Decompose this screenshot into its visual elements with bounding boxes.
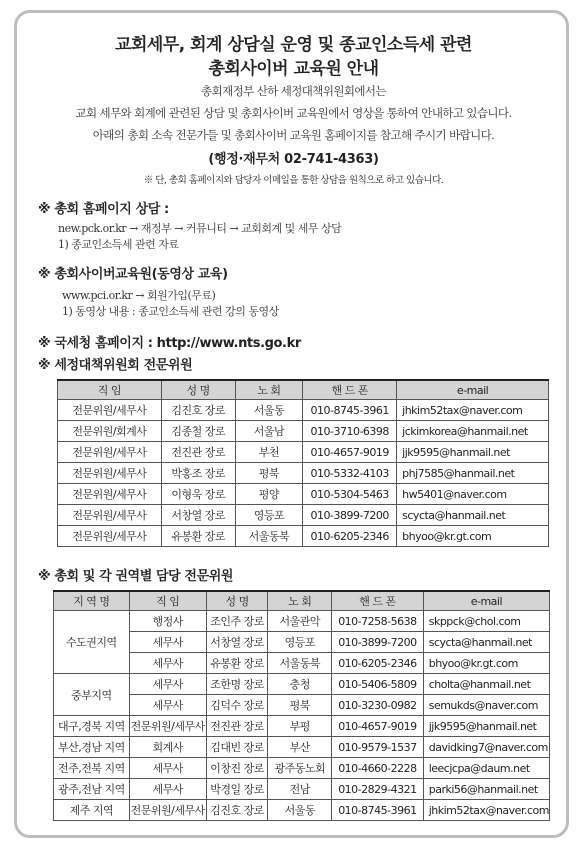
table-row	[54, 758, 550, 779]
email-cell[interactable]: phj7585@hanmail.net	[397, 463, 549, 484]
position-cell: 세무사	[129, 674, 206, 695]
presbytery-cell: 광주동노회	[268, 758, 332, 779]
name-cell: 조인주 장로	[206, 611, 268, 632]
presbytery-cell: 영등포	[235, 505, 303, 526]
name-cell: 김종철 장로	[161, 421, 235, 442]
phone-cell: 010-3899-7200	[332, 632, 424, 653]
region-cell: 전주,전북 지역	[54, 758, 130, 779]
phone-cell: 010-6205-2346	[332, 653, 424, 674]
committee-heading: ※ 세정대책위원회 전문위원	[38, 358, 193, 373]
email-cell[interactable]: bhyoo@kr.gt.com	[397, 526, 549, 547]
phone-cell: 010-3710-6398	[303, 421, 397, 442]
position-cell: 행정사	[129, 611, 206, 632]
presbytery-cell: 평양	[235, 484, 303, 505]
region-cell: 제주 지역	[54, 800, 130, 821]
region-cell: 중부지역	[54, 674, 130, 716]
name-cell: 김덕수 장로	[206, 695, 268, 716]
email-cell[interactable]: parki56@hanmail.net	[423, 779, 549, 800]
regional-body	[54, 611, 550, 821]
phone-cell: 010-5406-5809	[332, 674, 424, 695]
header-cell: 지 역 명	[54, 591, 130, 611]
region-cell: 대구,경북 지역	[54, 716, 130, 737]
phone-cell: 010-8745-3961	[303, 400, 397, 421]
cyber-path[interactable]: www.pci.or.kr → 회원가입(무료)	[62, 289, 216, 302]
table-row	[58, 400, 549, 421]
presbytery-cell: 서울동	[268, 800, 332, 821]
title-line-2: 총회사이버 교육원 안내	[208, 59, 379, 79]
phone-cell: 010-6205-2346	[303, 526, 397, 547]
header-cell: 핸 드 폰	[303, 380, 397, 400]
nts-heading[interactable]: ※ 국세청 홈페이지 : http://www.nts.go.kr	[38, 336, 301, 351]
cyber-item: 1) 동영상 내용 : 종교인소득세 관련 강의 동영상	[62, 305, 279, 318]
phone-cell: 010-3230-0982	[332, 695, 424, 716]
name-cell: 서창열 장로	[161, 505, 235, 526]
presbytery-cell: 부천	[235, 442, 303, 463]
table-row	[54, 674, 550, 695]
homepage-item: 1) 종교인소득세 관련 자료	[58, 238, 179, 251]
header-cell: 노 회	[268, 591, 332, 611]
phone-cell: 010-5332-4103	[303, 463, 397, 484]
intro-line-3: 아래의 총회 소속 전문가들 및 총회사이버 교육원 홈페이지를 참고해 주시기 바랍니다.	[92, 128, 495, 142]
phone-cell: 010-5304-5463	[303, 484, 397, 505]
name-cell: 유봉환 장로	[161, 526, 235, 547]
position-cell: 전문위원/세무사	[58, 505, 162, 526]
region-cell: 수도권지역	[54, 611, 130, 674]
email-cell[interactable]: cholta@hanmail.net	[423, 674, 549, 695]
cyber-heading: ※ 총회사이버교육원(동영상 교육)	[38, 267, 228, 282]
header-cell: 직 임	[129, 591, 206, 611]
name-cell: 박홍조 장로	[161, 463, 235, 484]
email-cell[interactable]: jckimkorea@hanmail.net	[397, 421, 549, 442]
phone-cell: 010-4657-9019	[303, 442, 397, 463]
presbytery-cell: 서울관악	[268, 611, 332, 632]
regional-heading: ※ 총회 및 각 권역별 담당 전문위원	[38, 569, 234, 584]
presbytery-cell: 서울동북	[268, 653, 332, 674]
table-row	[54, 611, 550, 632]
presbytery-cell: 전남	[268, 779, 332, 800]
name-cell: 서창열 장로	[206, 632, 268, 653]
table-row	[58, 421, 549, 442]
phone-cell: 010-4657-9019	[332, 716, 424, 737]
header-cell: 핸 드 폰	[332, 591, 424, 611]
header-cell: 노 회	[235, 380, 303, 400]
table-row	[58, 505, 549, 526]
consult-note: ※ 단, 총회 홈페이지와 담당자 이메일을 통한 상담을 원칙으로 하고 있습니다.	[143, 175, 444, 186]
email-cell[interactable]: skppck@chol.com	[423, 611, 549, 632]
phone-cell: 010-4660-2228	[332, 758, 424, 779]
position-cell: 전문위원/세무사	[58, 442, 162, 463]
committee-body	[58, 400, 549, 547]
email-cell[interactable]: scycta@hanmail.net	[397, 505, 549, 526]
presbytery-cell: 서울동북	[235, 526, 303, 547]
table-row	[54, 800, 550, 821]
email-cell[interactable]: jjk9595@hanmail.net	[423, 716, 549, 737]
position-cell: 세무사	[129, 695, 206, 716]
table-row	[58, 526, 549, 547]
name-cell: 이창진 장로	[206, 758, 268, 779]
name-cell: 유봉환 장로	[206, 653, 268, 674]
name-cell: 조한명 장로	[206, 674, 268, 695]
committee-header-row	[58, 380, 549, 400]
presbytery-cell: 충청	[268, 674, 332, 695]
table-row	[54, 737, 550, 758]
email-cell[interactable]: jjk9595@hanmail.net	[397, 442, 549, 463]
contact-phone: (행정·재무처 02-741-4363)	[208, 152, 379, 167]
region-cell: 광주,전남 지역	[54, 779, 130, 800]
homepage-heading: ※ 총회 홈페이지 상담 :	[38, 202, 169, 217]
email-cell[interactable]: leecjcpa@daum.net	[423, 758, 549, 779]
position-cell: 세무사	[129, 758, 206, 779]
committee-table	[57, 379, 549, 547]
email-cell[interactable]: jhkim52tax@naver.com	[397, 400, 549, 421]
table-row	[54, 779, 550, 800]
position-cell: 세무사	[129, 632, 206, 653]
header-cell: 성 명	[161, 380, 235, 400]
presbytery-cell: 평북	[235, 463, 303, 484]
position-cell: 세무사	[129, 779, 206, 800]
table-row	[58, 463, 549, 484]
name-cell: 김진호 장로	[206, 800, 268, 821]
header-cell: e-mail	[397, 380, 549, 400]
name-cell: 박경일 장로	[206, 779, 268, 800]
intro-line-2: 교회 세무와 회계에 관련된 상담 및 총회사이버 교육원에서 영상을 통하여 안내하고 있습니다.	[75, 106, 512, 120]
presbytery-cell: 서울동	[235, 400, 303, 421]
name-cell: 전진관 장로	[206, 716, 268, 737]
email-cell[interactable]: davidking7@naver.com	[423, 737, 549, 758]
table-row	[54, 716, 550, 737]
phone-cell: 010-3899-7200	[303, 505, 397, 526]
header-cell: e-mail	[423, 591, 549, 611]
position-cell: 전문위원/세무사	[58, 463, 162, 484]
intro-line-1: 총회재정부 산하 세정대책위원회에서는	[201, 84, 386, 98]
position-cell: 전문위원/세무사	[58, 400, 162, 421]
phone-cell: 010-8745-3961	[332, 800, 424, 821]
header-cell: 직 임	[58, 380, 162, 400]
title-line-1: 교회세무, 회계 상담실 운영 및 종교인소득세 관련	[115, 35, 472, 55]
email-cell[interactable]: semukds@naver.com	[423, 695, 549, 716]
email-cell[interactable]: scycta@hanmail.net	[423, 632, 549, 653]
regional-header-row	[54, 591, 550, 611]
phone-cell: 010-7258-5638	[332, 611, 424, 632]
email-cell[interactable]: hw5401@naver.com	[397, 484, 549, 505]
presbytery-cell: 부산	[268, 737, 332, 758]
position-cell: 전문위원/세무사	[129, 800, 206, 821]
name-cell: 전진관 장로	[161, 442, 235, 463]
name-cell: 김대빈 장로	[206, 737, 268, 758]
name-cell: 이형욱 장로	[161, 484, 235, 505]
homepage-path[interactable]: new.pck.or.kr → 재정부 → 커뮤니티 → 교회회계 및 세무 상담	[58, 222, 342, 235]
phone-cell: 010-9579-1537	[332, 737, 424, 758]
region-cell: 부산,경남 지역	[54, 737, 130, 758]
phone-cell: 010-2829-4321	[332, 779, 424, 800]
position-cell: 세무사	[129, 653, 206, 674]
email-cell[interactable]: jhkim52tax@naver.com	[423, 800, 549, 821]
regional-table	[53, 590, 550, 821]
presbytery-cell: 서울남	[235, 421, 303, 442]
position-cell: 전문위원/회계사	[58, 421, 162, 442]
position-cell: 전문위원/세무사	[129, 716, 206, 737]
presbytery-cell: 부평	[268, 716, 332, 737]
presbytery-cell: 평북	[268, 695, 332, 716]
name-cell: 김진호 장로	[161, 400, 235, 421]
position-cell: 회계사	[129, 737, 206, 758]
table-row	[58, 442, 549, 463]
position-cell: 전문위원/세무사	[58, 484, 162, 505]
presbytery-cell: 영등포	[268, 632, 332, 653]
email-cell[interactable]: bhyoo@kr.gt.com	[423, 653, 549, 674]
header-cell: 성 명	[206, 591, 268, 611]
table-row	[58, 484, 549, 505]
position-cell: 전문위원/세무사	[58, 526, 162, 547]
